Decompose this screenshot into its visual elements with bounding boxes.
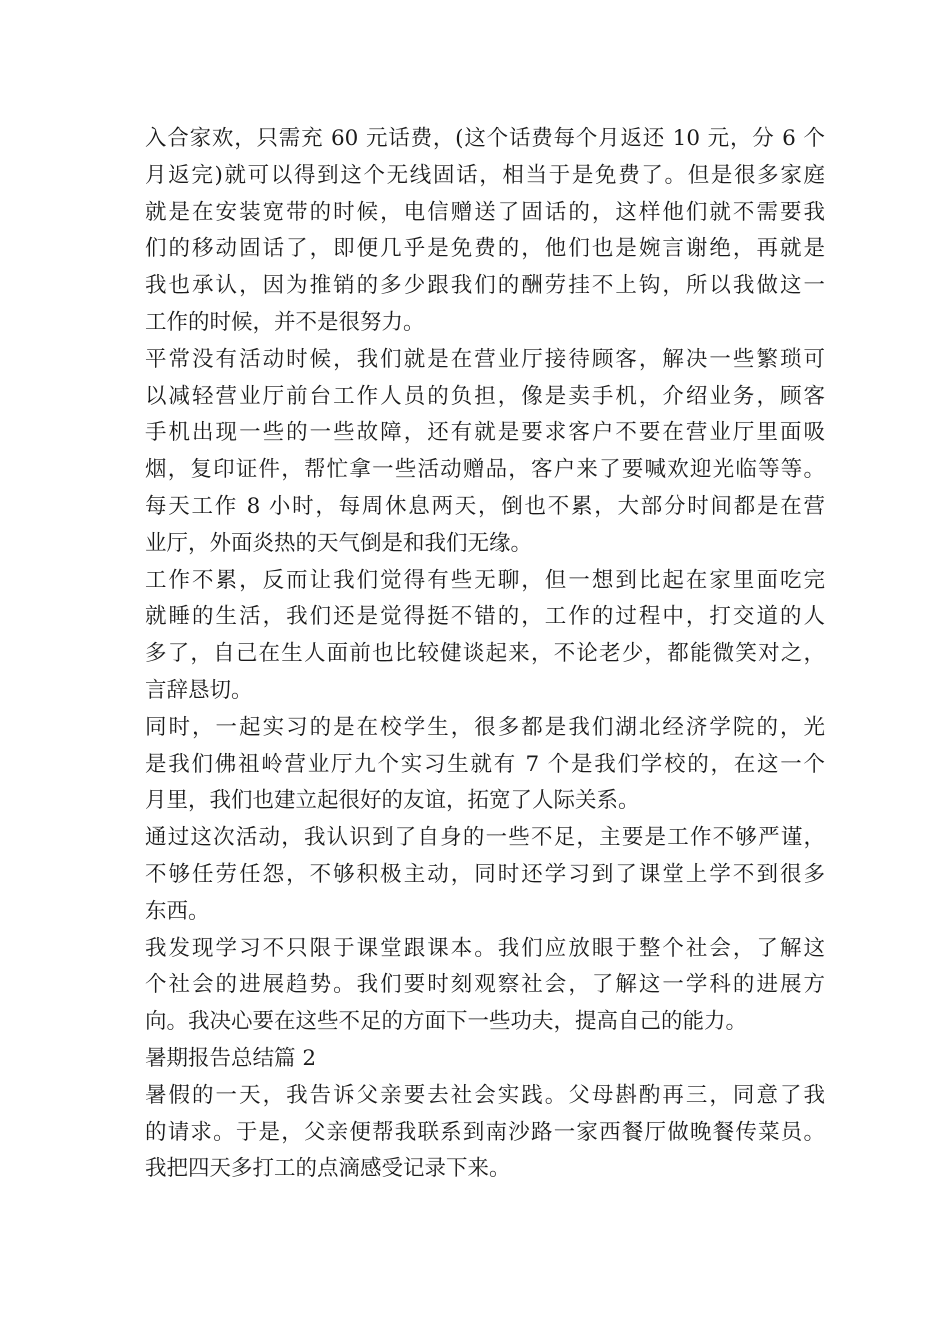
text-line: 就睡的生活，我们还是觉得挺不错的，工作的过程中，打交道的人 — [145, 604, 825, 630]
text-line: 暑假的一天，我告诉父亲要去社会实践。父母斟酌再三，同意了我 — [145, 1082, 825, 1108]
text-line: 暑期报告总结篇 2 — [145, 1045, 317, 1071]
text-line: 入合家欢，只需充 60 元话费，(这个话费每个月返还 10 元，分 6 个 — [145, 126, 825, 151]
text-line: 多了，自己在生人面前也比较健谈起来，不论老少，都能微笑对之， — [145, 641, 825, 667]
text-line: 向。我决心要在这些不足的方面下一些功夫，提高自己的能力。 — [145, 1009, 748, 1035]
text-line: 们的移动固话了，即便几乎是免费的，他们也是婉言谢绝，再就是 — [145, 236, 825, 262]
text-line: 是我们佛祖岭营业厅九个实习生就有 7 个是我们学校的，在这一个 — [145, 751, 825, 777]
text-line: 工作不累，反而让我们觉得有些无聊，但一想到比起在家里面吃完 — [145, 567, 825, 593]
text-line: 平常没有活动时候，我们就是在营业厅接待顾客，解决一些繁琐可 — [145, 346, 825, 372]
text-line: 我发现学习不只限于课堂跟课本。我们应放眼于整个社会，了解这 — [145, 935, 825, 961]
document-body — [145, 121, 825, 1188]
text-line: 工作的时候，并不是很努力。 — [145, 309, 425, 335]
text-line: 个社会的进展趋势。我们要时刻观察社会，了解这一学科的进展方 — [145, 972, 825, 998]
text-line: 以减轻营业厅前台工作人员的负担，像是卖手机，介绍业务，顾客 — [145, 383, 825, 409]
text-line: 就是在安装宽带的时候，电信赠送了固话的，这样他们就不需要我 — [145, 199, 825, 225]
text-line: 每天工作 8 小时，每周休息两天，倒也不累，大部分时间都是在营 — [145, 493, 825, 519]
text-line: 月返完)就可以得到这个无线固话，相当于是免费了。但是很多家庭 — [145, 162, 825, 188]
text-line: 烟，复印证件，帮忙拿一些活动赠品，客户来了要喊欢迎光临等等。 — [145, 457, 825, 483]
text-line: 手机出现一些的一些故障，还有就是要求客户不要在营业厅里面吸 — [145, 420, 825, 446]
text-line: 通过这次活动，我认识到了自身的一些不足，主要是工作不够严谨， — [145, 825, 825, 851]
text-line: 不够任劳任怨，不够积极主动，同时还学习到了课堂上学不到很多 — [145, 861, 825, 887]
text-line: 言辞恳切。 — [145, 677, 253, 703]
text-line: 东西。 — [145, 898, 210, 924]
text-line: 的请求。于是，父亲便帮我联系到南沙路一家西餐厅做晚餐传菜员。 — [145, 1119, 825, 1145]
text-line: 我把四天多打工的点滴感受记录下来。 — [145, 1156, 511, 1182]
text-line: 同时，一起实习的是在校学生，很多都是我们湖北经济学院的，光 — [145, 714, 825, 740]
text-line: 月里，我们也建立起很好的友谊，拓宽了人际关系。 — [145, 788, 640, 814]
text-line: 我也承认，因为推销的多少跟我们的酬劳挂不上钩，所以我做这一 — [145, 273, 825, 299]
text-line: 业厅，外面炎热的天气倒是和我们无缘。 — [145, 530, 533, 556]
